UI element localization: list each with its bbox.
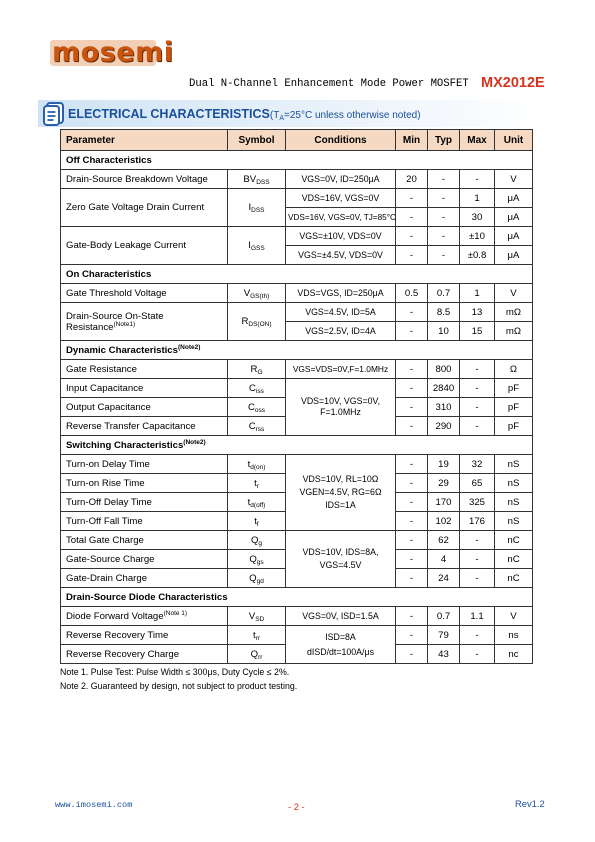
min-cell: -: [396, 246, 428, 265]
typ-cell: 43: [428, 645, 460, 664]
param-cell: Turn-Off Delay Time: [61, 493, 228, 512]
typ-cell: 170: [428, 493, 460, 512]
condition-cell: VGS=VDS=0V,F=1.0MHz: [286, 360, 396, 379]
unit-cell: V: [495, 607, 533, 626]
max-cell: 65: [460, 474, 495, 493]
unit-cell: Ω: [495, 360, 533, 379]
symbol-cell: $V_{GS(th)}$: [228, 284, 286, 303]
symbol-cell: $Q_{gs}$: [228, 550, 286, 569]
typ-cell: -: [428, 246, 460, 265]
symbol-cell: $C_{rss}$: [228, 417, 286, 436]
max-cell: 13: [460, 303, 495, 322]
unit-cell: nC: [495, 569, 533, 588]
typ-cell: 102: [428, 512, 460, 531]
footer-url[interactable]: www.imosemi.com: [55, 800, 133, 810]
unit-cell: nc: [495, 645, 533, 664]
typ-cell: 10: [428, 322, 460, 341]
table-row: [61, 607, 533, 626]
unit-cell: V: [495, 170, 533, 189]
condition-cell: VDS=10V, VGS=0V, F=1.0MHz: [286, 379, 396, 436]
min-cell: -: [396, 531, 428, 550]
header-typ: Typ: [428, 130, 460, 151]
param-cell: Gate-Source Charge: [61, 550, 228, 569]
symbol-cell: $Q_{gd}$: [228, 569, 286, 588]
condition-cell: VDS=10V, RL=10Ω VGEN=4.5V, RG=6Ω IDS=1A: [286, 455, 396, 531]
header-unit: Unit: [495, 130, 533, 151]
max-cell: 30: [460, 208, 495, 227]
typ-cell: 0.7: [428, 607, 460, 626]
note-2: Note 2. Guaranteed by design, not subject to product testing.: [60, 680, 298, 691]
max-cell: 176: [460, 512, 495, 531]
section-title: [68, 107, 421, 121]
max-cell: -: [460, 417, 495, 436]
unit-cell: μA: [495, 227, 533, 246]
min-cell: -: [396, 189, 428, 208]
min-cell: -: [396, 455, 428, 474]
min-cell: -: [396, 474, 428, 493]
typ-cell: -: [428, 189, 460, 208]
unit-cell: pF: [495, 417, 533, 436]
typ-cell: -: [428, 208, 460, 227]
min-cell: 20: [396, 170, 428, 189]
symbol-cell: $I_{DSS}$: [228, 189, 286, 227]
min-cell: -: [396, 322, 428, 341]
unit-cell: μA: [495, 189, 533, 208]
typ-cell: 29: [428, 474, 460, 493]
typ-cell: 79: [428, 626, 460, 645]
section-row: [61, 436, 533, 455]
unit-cell: nC: [495, 531, 533, 550]
unit-cell: nS: [495, 493, 533, 512]
typ-cell: 800: [428, 360, 460, 379]
section-condition: ($T_A=25^\circ C$ unless otherwise noted): [269, 110, 421, 122]
typ-cell: 8.5: [428, 303, 460, 322]
min-cell: -: [396, 645, 428, 664]
param-cell: Drain-Source On-State Resistance$^{(Note1)}$: [61, 303, 228, 341]
max-cell: -: [460, 170, 495, 189]
symbol-cell: $Q_{rr}$: [228, 645, 286, 664]
param-cell: Diode Forward Voltage$^{(Note 1)}$: [61, 607, 228, 626]
max-cell: 325: [460, 493, 495, 512]
param-cell: Gate-Body Leakage Current: [61, 227, 228, 265]
symbol-cell: $C_{iss}$: [228, 379, 286, 398]
min-cell: -: [396, 360, 428, 379]
min-cell: -: [396, 493, 428, 512]
table-row: [61, 189, 533, 208]
param-cell: Total Gate Charge: [61, 531, 228, 550]
table-row: [61, 170, 533, 189]
table-row: [61, 455, 533, 474]
min-cell: -: [396, 303, 428, 322]
min-cell: -: [396, 550, 428, 569]
table-row: [61, 284, 533, 303]
symbol-cell: $I_{GSS}$: [228, 227, 286, 265]
header-min: Min: [396, 130, 428, 151]
electrical-characteristics-table: [60, 129, 533, 664]
param-cell: Zero Gate Voltage Drain Current: [61, 189, 228, 227]
typ-cell: 62: [428, 531, 460, 550]
min-cell: -: [396, 626, 428, 645]
note-1: Note 1. Pulse Test: Pulse Width ≤ 300μs, Duty Cycle ≤ 2%.: [60, 667, 290, 677]
max-cell: 1: [460, 189, 495, 208]
min-cell: -: [396, 512, 428, 531]
max-cell: -: [460, 379, 495, 398]
param-cell: Gate Threshold Voltage: [61, 284, 228, 303]
param-cell: Output Capacitance: [61, 398, 228, 417]
min-cell: 0.5: [396, 284, 428, 303]
min-cell: -: [396, 607, 428, 626]
section-dynamic-title: Dynamic Characteristics$^{(Note2)}$: [61, 341, 533, 360]
typ-cell: 2840: [428, 379, 460, 398]
typ-cell: 0.7: [428, 284, 460, 303]
table-row: [61, 303, 533, 322]
max-cell: 1: [460, 284, 495, 303]
param-cell: Reverse Recovery Charge: [61, 645, 228, 664]
typ-cell: -: [428, 170, 460, 189]
table-row: [61, 379, 533, 398]
min-cell: -: [396, 208, 428, 227]
symbol-cell: $BV_{DSS}$: [228, 170, 286, 189]
header-parameter: Parameter: [61, 130, 228, 151]
typ-cell: 19: [428, 455, 460, 474]
condition-cell: VDS=10V, IDS=8A, VGS=4.5V: [286, 531, 396, 588]
symbol-cell: $t_r$: [228, 474, 286, 493]
param-cell: Gate Resistance: [61, 360, 228, 379]
max-cell: 32: [460, 455, 495, 474]
min-cell: -: [396, 569, 428, 588]
condition-cell: VGS=±10V, VDS=0V: [286, 227, 396, 246]
symbol-cell: $t_f$: [228, 512, 286, 531]
unit-cell: μA: [495, 246, 533, 265]
max-cell: 1.1: [460, 607, 495, 626]
symbol-cell: $t_{rr}$: [228, 626, 286, 645]
max-cell: ±10: [460, 227, 495, 246]
section-row: [61, 341, 533, 360]
symbol-cell: $R_{DS(ON)}$: [228, 303, 286, 341]
condition-cell: VGS=±4.5V, VDS=0V: [286, 246, 396, 265]
model-number: MX2012E: [481, 75, 545, 91]
condition-cell: VDS=16V, VGS=0V: [286, 189, 396, 208]
unit-cell: ns: [495, 626, 533, 645]
param-cell: Reverse Recovery Time: [61, 626, 228, 645]
section-row: [61, 588, 533, 607]
param-cell: Gate-Drain Charge: [61, 569, 228, 588]
condition-cell: VDS=16V, VGS=0V, TJ=85°C: [286, 208, 396, 227]
unit-cell: pF: [495, 379, 533, 398]
max-cell: -: [460, 645, 495, 664]
section-on-title: On Characteristics: [61, 265, 533, 284]
header-conditions: Conditions: [286, 130, 396, 151]
table-header-row: [61, 130, 533, 151]
min-cell: -: [396, 227, 428, 246]
page-number: - 2 -: [288, 801, 305, 812]
param-cell: Turn-on Delay Time: [61, 455, 228, 474]
condition-cell: VGS=0V, ID=250μA: [286, 170, 396, 189]
condition-cell: VGS=4.5V, ID=5A: [286, 303, 396, 322]
symbol-cell: $t_{d(off)}$: [228, 493, 286, 512]
table-row: [61, 227, 533, 246]
max-cell: -: [460, 550, 495, 569]
unit-cell: nS: [495, 474, 533, 493]
unit-cell: pF: [495, 398, 533, 417]
unit-cell: nS: [495, 455, 533, 474]
header-max: Max: [460, 130, 495, 151]
section-switching-title: Switching Characteristics$^{(Note2)}$: [61, 436, 533, 455]
max-cell: -: [460, 569, 495, 588]
max-cell: -: [460, 531, 495, 550]
document-icon: [43, 102, 65, 126]
header-symbol: Symbol: [228, 130, 286, 151]
table-row: [61, 626, 533, 645]
section-title-text: ELECTRICAL CHARACTERISTICS: [68, 107, 270, 121]
section-row: [61, 265, 533, 284]
condition-cell: VGS=0V, ISD=1.5A: [286, 607, 396, 626]
notes: [60, 666, 297, 693]
unit-cell: nC: [495, 550, 533, 569]
product-line: Dual N-Channel Enhancement Mode Power MOSFET: [189, 78, 469, 90]
condition-cell: ISD=8A dISD/dt=100A/μs: [286, 626, 396, 664]
condition-cell: VDS=VGS, ID=250μA: [286, 284, 396, 303]
revision: Rev1.2: [515, 798, 545, 809]
param-cell: Turn-Off Fall Time: [61, 512, 228, 531]
logo-text: mosemi: [52, 37, 174, 68]
param-cell: Input Capacitance: [61, 379, 228, 398]
section-diode-title: Drain-Source Diode Characteristics: [61, 588, 533, 607]
typ-cell: -: [428, 227, 460, 246]
param-cell: Reverse Transfer Capacitance: [61, 417, 228, 436]
max-cell: ±0.8: [460, 246, 495, 265]
max-cell: -: [460, 398, 495, 417]
symbol-cell: $V_{SD}$: [228, 607, 286, 626]
unit-cell: V: [495, 284, 533, 303]
max-cell: -: [460, 626, 495, 645]
max-cell: 15: [460, 322, 495, 341]
min-cell: -: [396, 379, 428, 398]
symbol-cell: $R_G$: [228, 360, 286, 379]
typ-cell: 24: [428, 569, 460, 588]
max-cell: -: [460, 360, 495, 379]
param-cell: Drain-Source Breakdown Voltage: [61, 170, 228, 189]
symbol-cell: $t_{d(on)}$: [228, 455, 286, 474]
unit-cell: nS: [495, 512, 533, 531]
symbol-cell: $C_{oss}$: [228, 398, 286, 417]
unit-cell: μA: [495, 208, 533, 227]
typ-cell: 290: [428, 417, 460, 436]
table-row: [61, 360, 533, 379]
section-off-title: Off Characteristics: [61, 151, 533, 170]
typ-cell: 310: [428, 398, 460, 417]
section-row: [61, 151, 533, 170]
typ-cell: 4: [428, 550, 460, 569]
table-row: [61, 531, 533, 550]
min-cell: -: [396, 398, 428, 417]
condition-cell: VGS=2.5V, ID=4A: [286, 322, 396, 341]
unit-cell: mΩ: [495, 303, 533, 322]
min-cell: -: [396, 417, 428, 436]
param-cell: Turn-on Rise Time: [61, 474, 228, 493]
symbol-cell: $Q_g$: [228, 531, 286, 550]
unit-cell: mΩ: [495, 322, 533, 341]
